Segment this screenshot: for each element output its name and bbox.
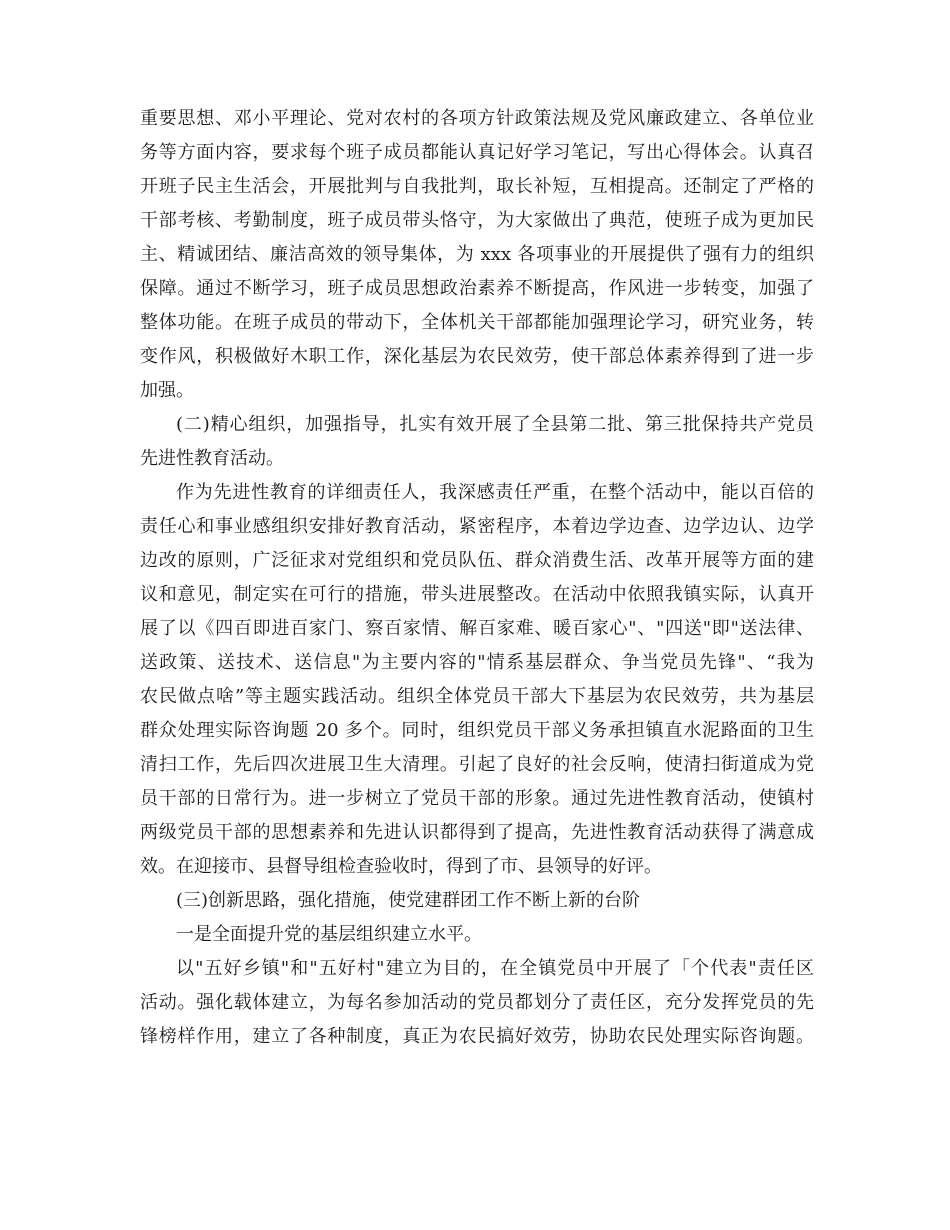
text-line: 一是全面提升党的基层组织建立水平。 [176,924,482,945]
text-line: 送政策、送技术、送信息"为主要内容的"情系基层群众、争当党员先锋"、“我为 [140,652,814,673]
text-line: (三)创新思路，强化措施，使党建群团工作不断上新的台阶 [176,890,641,911]
text-line: 变作风，积极做好木职工作，深化基层为农民效劳，使干部总体素养得到了进一步 [140,346,814,367]
text-line: 展了以《四百即进百家门、察百家情、解百家难、暖百家心"、"四送"即"送法律、 [140,618,814,639]
text-line: 群众处理实际咨询题 20 多个。同时，组织党员干部义务承担镇直水泥路面的卫生 [140,720,814,741]
text-line: 作为先进性教育的详细责任人，我深感责任严重，在整个活动中，能以百倍的 [176,482,814,503]
text-line: 两级党员干部的思想素养和先进认识都得到了提高，先进性教育活动获得了满意成 [140,822,814,843]
text-line: 保障。通过不断学习，班子成员思想政治素养不断提高，作风进一步转变，加强了 [140,278,814,299]
text-line: 加强。 [140,380,194,401]
text-line: 员干部的日常行为。进一步树立了党员干部的形象。通过先进性教育活动，使镇村 [140,788,814,809]
text-line: 清扫工作，先后四次进展卫生大清理。引起了良好的社会反响，使清扫街道成为党 [140,754,814,775]
text-line: 边改的原则，广泛征求对党组织和党员队伍、群众消费生活、改革开展等方面的建 [140,550,814,571]
text-line: 先进性教育活动。 [140,448,284,469]
text-line: 效。在迎接市、县督导组检查验收时，得到了市、县领导的好评。 [140,856,662,877]
text-line: 议和意见，制定实在可行的措施，带头进展整改。在活动中依照我镇实际，认真开 [140,584,814,605]
text-line: 农民做点啥”等主题实践活动。组织全体党员干部大下基层为农民效劳，共为基层 [140,686,814,707]
text-line: 主、精诚团结、廉洁高效的领导集体，为 xxx 各项事业的开展提供了强有力的组织 [140,244,814,265]
text-line: 以"五好乡镇"和"五好村"建立为目的，在全镇党员中开展了「个代表"责任区 [176,958,814,979]
text-line: 重要思想、邓小平理论、党对农村的各项方针政策法规及党风廉政建立、各单位业 [140,108,814,129]
text-line: 活动。强化载体建立，为每名参加活动的党员都划分了责任区，充分发挥党员的先 [140,992,814,1013]
text-line: 务等方面内容，要求每个班子成员都能认真记好学习笔记，写出心得体会。认真召 [140,142,814,163]
text-line: 责任心和事业感组织安排好教育活动，紧密程序，本着边学边查、边学边认、边学 [140,516,814,537]
text-line: 干部考核、考勤制度，班子成员带头恪守，为大家做出了典范，使班子成为更加民 [140,210,814,231]
text-line: 开班子民主生活会，开展批判与自我批判，取长补短，互相提高。还制定了严格的 [140,176,814,197]
text-line: 整体功能。在班子成员的带动下，全体机关干部都能加强理论学习，研究业务，转 [140,312,814,333]
document-body [140,102,814,1054]
text-line: (二)精心组织，加强指导，扎实有效开展了全县第二批、第三批保持共产党员 [176,414,814,435]
text-line: 锋榜样作用，建立了各种制度，真正为农民搞好效劳，协助农民处理实际咨询题。 [140,1026,814,1047]
